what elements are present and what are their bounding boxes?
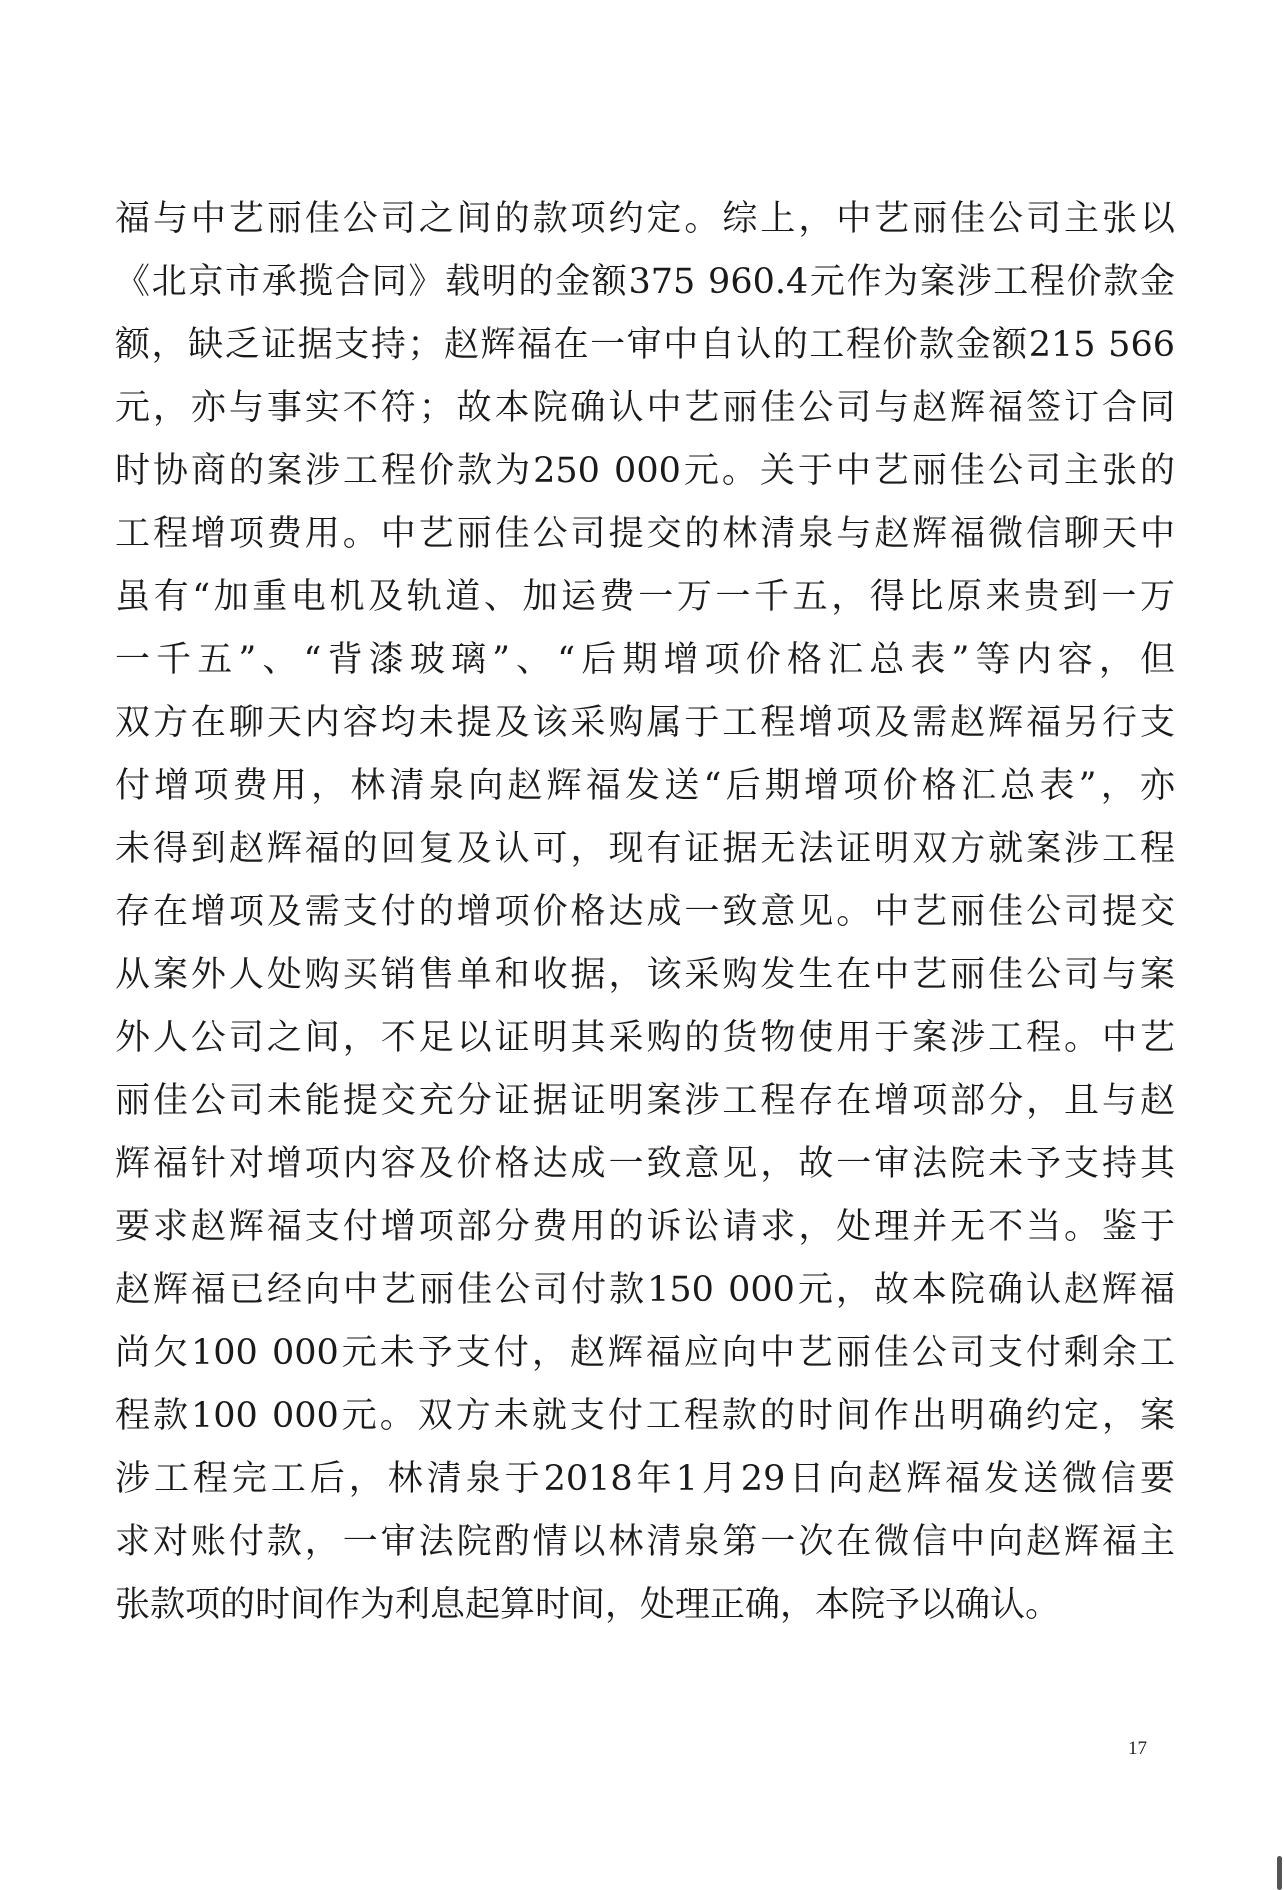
text-line: 工程增项费用。中艺丽佳公司提交的林清泉与赵辉福微信聊天中: [115, 514, 1175, 554]
scroll-indicator[interactable]: [1277, 1856, 1282, 1890]
text-line: 辉福针对增项内容及价格达成一致意见，故一审法院未予支持其: [115, 1144, 1175, 1184]
text-line: 一千五”、“背漆玻璃”、“后期增项价格汇总表”等内容，但: [115, 640, 1175, 680]
text-line: 额，缺乏证据支持；赵辉福在一审中自认的工程价款金额215 566: [115, 325, 1175, 365]
text-line: 付增项费用，林清泉向赵辉福发送“后期增项价格汇总表”，亦: [115, 766, 1175, 806]
page-number: 17: [1128, 1738, 1147, 1759]
text-line: 从案外人处购买销售单和收据，该采购发生在中艺丽佳公司与案: [115, 955, 1175, 995]
text-line: 尚欠100 000元未予支付，赵辉福应向中艺丽佳公司支付剩余工: [115, 1333, 1175, 1373]
text-line: 元，亦与事实不符；故本院确认中艺丽佳公司与赵辉福签订合同: [115, 388, 1175, 428]
text-line: 双方在聊天内容均未提及该采购属于工程增项及需赵辉福另行支: [115, 703, 1175, 743]
text-line: 要求赵辉福支付增项部分费用的诉讼请求，处理并无不当。鉴于: [115, 1207, 1175, 1247]
text-line: 求对账付款，一审法院酌情以林清泉第一次在微信中向赵辉福主: [115, 1522, 1175, 1562]
text-line: 丽佳公司未能提交充分证据证明案涉工程存在增项部分，且与赵: [115, 1081, 1175, 1121]
text-line: 虽有“加重电机及轨道、加运费一万一千五，得比原来贵到一万: [115, 577, 1175, 617]
text-line: 未得到赵辉福的回复及认可，现有证据无法证明双方就案涉工程: [115, 829, 1175, 869]
text-line: 涉工程完工后，林清泉于2018年1月29日向赵辉福发送微信要: [115, 1459, 1175, 1499]
text-line: 时协商的案涉工程价款为250 000元。关于中艺丽佳公司主张的: [115, 451, 1175, 491]
text-line: 《北京市承揽合同》载明的金额375 960.4元作为案涉工程价款金: [115, 262, 1175, 302]
text-line: 外人公司之间，不足以证明其采购的货物使用于案涉工程。中艺: [115, 1018, 1175, 1058]
text-line: 福与中艺丽佳公司之间的款项约定。综上，中艺丽佳公司主张以: [115, 199, 1175, 239]
text-line: 赵辉福已经向中艺丽佳公司付款150 000元，故本院确认赵辉福: [115, 1270, 1175, 1310]
text-line: 存在增项及需支付的增项价格达成一致意见。中艺丽佳公司提交: [115, 892, 1175, 932]
body-text: [115, 188, 1175, 1637]
text-line: 张款项的时间作为利息起算时间，处理正确，本院予以确认。: [115, 1585, 1061, 1625]
text-line: 程款100 000元。双方未就支付工程款的时间作出明确约定，案: [115, 1396, 1175, 1436]
